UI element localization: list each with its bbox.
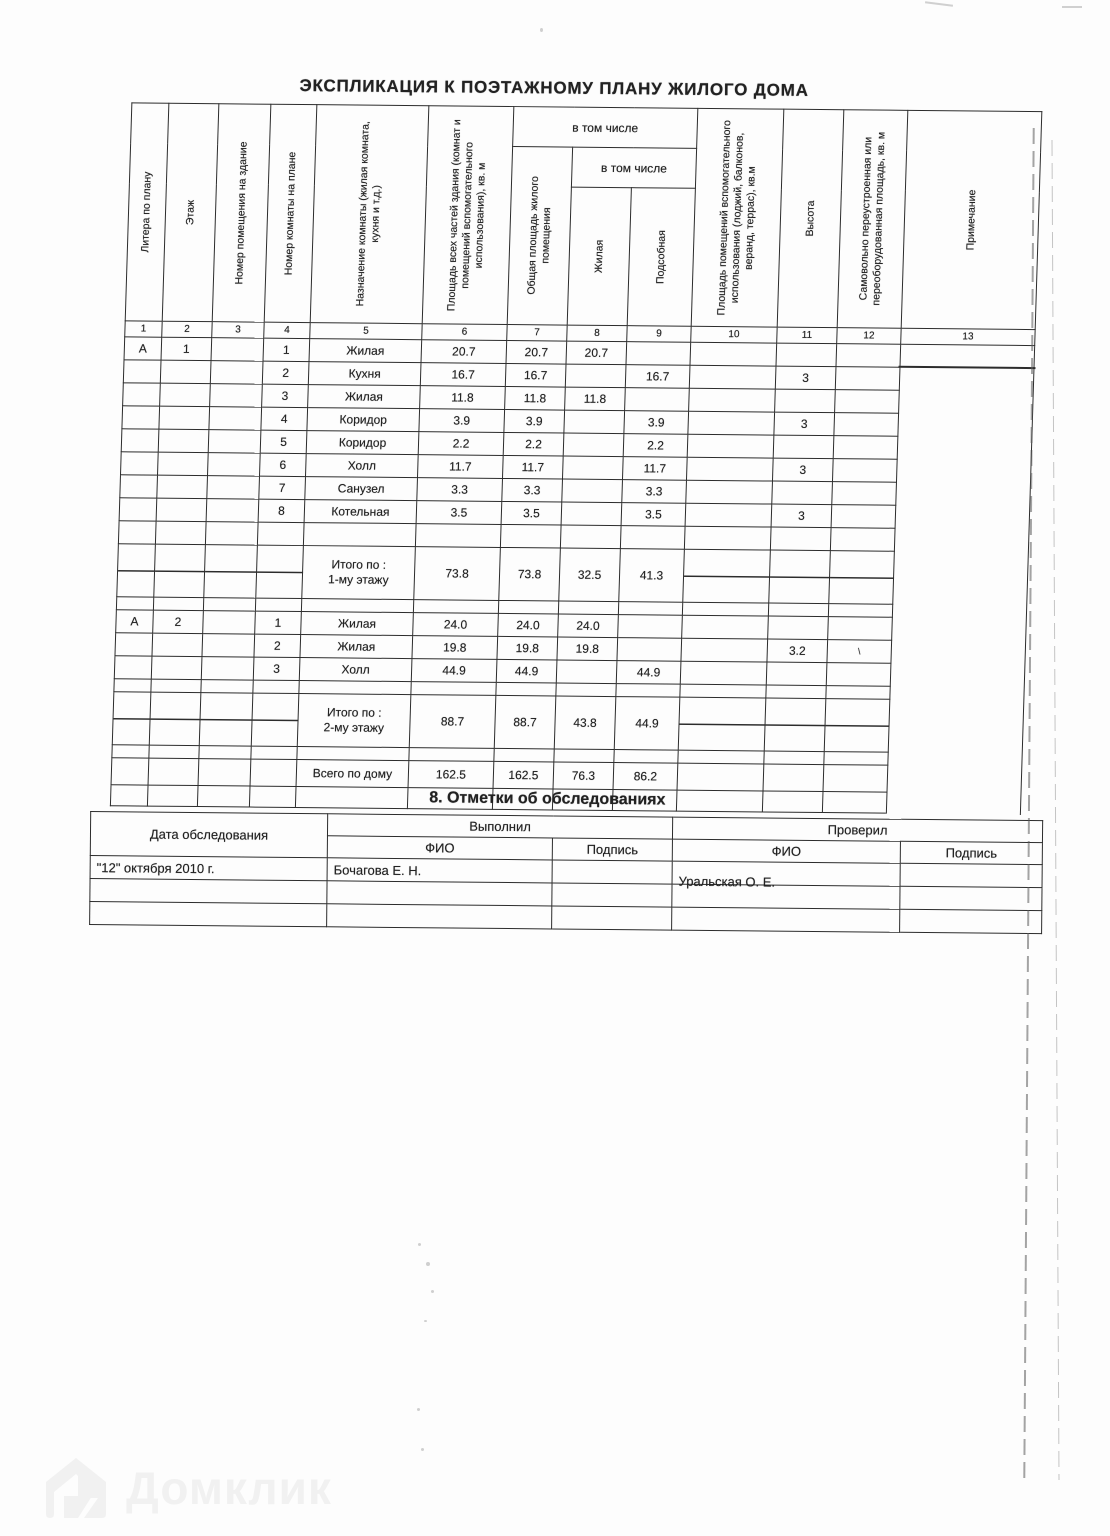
cell xyxy=(775,389,836,413)
scan-speck xyxy=(417,1408,420,1411)
cell xyxy=(211,338,264,361)
cell xyxy=(117,544,156,597)
inspection-table-body xyxy=(90,856,1043,934)
cell xyxy=(766,685,826,699)
cell: Кухня xyxy=(308,362,421,386)
header-height: Высота xyxy=(777,109,844,328)
cell xyxy=(257,522,304,545)
cell xyxy=(832,459,897,483)
cell: 7 xyxy=(259,476,306,499)
cell: 6 xyxy=(259,453,306,476)
cell: Коридор xyxy=(306,431,419,455)
cell: 162.5 xyxy=(493,761,554,789)
column-number: 4 xyxy=(264,322,310,338)
cell: 2 xyxy=(254,634,301,657)
cell xyxy=(496,682,556,696)
cell xyxy=(121,429,159,452)
header-utility: Подсобная xyxy=(627,188,695,327)
header-aux-area: Площадь помещений вспомогательного использования (лоджий, балконов, веранд, террас), кв.м xyxy=(691,108,784,327)
cell: 16.7 xyxy=(625,365,690,389)
cell: 2.2 xyxy=(418,432,504,456)
cell: Холл xyxy=(299,658,412,682)
cell xyxy=(764,698,826,752)
cell: 32.5 xyxy=(559,548,621,602)
cell xyxy=(210,384,263,407)
cell xyxy=(686,457,773,481)
scan-speck xyxy=(426,1262,430,1266)
cell xyxy=(683,549,771,603)
column-number: 3 xyxy=(212,322,264,338)
cell xyxy=(552,906,672,930)
cell: 3.3 xyxy=(417,478,503,502)
cell xyxy=(773,435,834,459)
cell xyxy=(115,633,153,656)
cell: 3.9 xyxy=(504,409,565,433)
cell xyxy=(766,662,827,686)
watermark-text: Домклик xyxy=(126,1462,332,1514)
cell xyxy=(297,747,409,761)
scan-speck xyxy=(424,1320,427,1322)
cell: 3.2 xyxy=(767,639,828,663)
cell: 44.9 xyxy=(411,659,497,683)
cell xyxy=(824,699,890,753)
cell xyxy=(500,524,561,548)
cell: 19.8 xyxy=(497,636,558,660)
cell xyxy=(776,343,837,367)
cell xyxy=(119,498,157,521)
cell xyxy=(494,748,554,762)
header-living: Жилая xyxy=(567,187,631,326)
cell xyxy=(153,597,203,610)
header-performed-by: Выполнил xyxy=(327,814,672,839)
cell xyxy=(672,861,900,890)
column-number: 5 xyxy=(310,323,422,340)
cell: 20.7 xyxy=(421,340,507,364)
cell: Жилая xyxy=(301,612,414,636)
cell xyxy=(618,615,683,639)
cell xyxy=(122,406,160,429)
header-including-2: в том числе xyxy=(571,147,696,188)
cell: 19.8 xyxy=(557,637,618,661)
column-number: 6 xyxy=(422,324,507,341)
cell xyxy=(826,663,891,687)
cell xyxy=(199,746,251,759)
column-number: 1 xyxy=(125,321,162,337)
cell: 11.7 xyxy=(622,457,687,481)
cell xyxy=(413,600,498,614)
column-number: 8 xyxy=(567,325,627,342)
cell xyxy=(556,660,617,684)
cell xyxy=(617,638,682,662)
cell: 3.5 xyxy=(621,503,686,527)
cell xyxy=(327,904,552,929)
cell xyxy=(686,480,773,504)
inspection-table xyxy=(89,811,1043,934)
cell: 3 xyxy=(253,657,300,680)
cell xyxy=(672,907,900,932)
cell: 3 xyxy=(775,366,836,390)
cell xyxy=(198,759,251,786)
cell xyxy=(900,909,1042,933)
cell xyxy=(118,521,156,544)
column-number: 2 xyxy=(162,321,212,337)
header-signature-performed: Подпись xyxy=(552,838,672,861)
column-number: 11 xyxy=(777,327,837,344)
cell: А xyxy=(124,337,162,360)
cell xyxy=(255,598,301,611)
cell: 43.8 xyxy=(554,696,616,750)
cell: 3 xyxy=(774,412,835,436)
cell: 88.7 xyxy=(409,695,496,749)
cell: 3 xyxy=(771,504,832,528)
cell xyxy=(564,410,625,434)
cell xyxy=(201,680,253,693)
remark-cell xyxy=(886,344,1034,814)
header-remark: Примечание xyxy=(901,110,1042,329)
cell xyxy=(823,765,888,793)
cell: 73.8 xyxy=(414,547,501,601)
column-number: 12 xyxy=(837,328,901,345)
remark-divider-line xyxy=(898,366,1035,369)
cell xyxy=(199,693,253,746)
cell: 24.0 xyxy=(413,613,499,637)
cell: 2 xyxy=(262,361,309,384)
cell: 41.3 xyxy=(619,549,685,603)
cell xyxy=(831,505,896,529)
cell-text: Уральская О. Е. xyxy=(678,873,776,890)
cell xyxy=(112,692,151,745)
cell xyxy=(160,383,211,406)
section8-title: 8. Отметки об обследованиях xyxy=(429,789,666,809)
cell: Жилая xyxy=(308,385,421,409)
cell xyxy=(201,657,254,680)
cell xyxy=(687,434,774,458)
cell xyxy=(151,679,201,692)
cell xyxy=(90,902,327,927)
cell xyxy=(772,481,833,505)
main-table-body xyxy=(110,321,1035,815)
cell: Холл xyxy=(305,454,418,478)
cell xyxy=(625,388,690,412)
header-fio-checked: ФИО xyxy=(672,839,900,863)
cell: 24.0 xyxy=(498,613,559,637)
cell xyxy=(155,521,206,544)
cell xyxy=(828,617,893,641)
cell: 11.8 xyxy=(505,386,566,410)
cell: Санузел xyxy=(305,477,418,501)
column-number: 9 xyxy=(627,326,691,343)
cell xyxy=(149,692,201,745)
cell: 16.7 xyxy=(505,363,566,387)
cell xyxy=(614,750,678,764)
cell: 24.0 xyxy=(558,614,619,638)
cell: 11.7 xyxy=(417,455,503,479)
cell: 3 xyxy=(772,458,833,482)
cell xyxy=(560,525,621,549)
cell xyxy=(562,456,623,480)
cell xyxy=(689,388,776,412)
cell xyxy=(301,599,413,613)
cell xyxy=(552,883,672,907)
cell xyxy=(149,745,199,758)
cell: 4 xyxy=(261,407,308,430)
cell: 76.3 xyxy=(553,762,614,790)
cell: 73.8 xyxy=(499,547,561,601)
cell xyxy=(253,680,299,693)
cell xyxy=(764,751,824,765)
cell xyxy=(90,856,327,881)
cell xyxy=(677,763,764,791)
cell xyxy=(616,684,680,698)
cell: 44.9 xyxy=(496,659,557,683)
cell: Котельная xyxy=(304,500,417,524)
cell xyxy=(152,633,203,656)
cell xyxy=(251,746,297,759)
cell: Всего по дому xyxy=(296,760,409,788)
cell xyxy=(411,682,496,696)
cell xyxy=(148,758,199,785)
cell: 16.7 xyxy=(420,363,506,387)
cell: 19.8 xyxy=(412,636,498,660)
cell xyxy=(768,603,828,617)
cell-text: "12" октября 2010 г. xyxy=(96,859,215,876)
cell: 1 xyxy=(161,337,212,360)
scan-speck xyxy=(421,1448,424,1451)
header-fio-performed: ФИО xyxy=(327,836,552,860)
cell xyxy=(123,360,161,383)
header-including-1: в том числе xyxy=(513,107,698,149)
cell xyxy=(299,681,411,695)
cell xyxy=(203,598,255,611)
cell xyxy=(565,364,626,388)
cell xyxy=(206,499,259,522)
header-room-purpose: Назначение комнаты (жилая комната, кухня и т.д.) xyxy=(310,105,429,324)
cell: 2.2 xyxy=(503,432,564,456)
cell xyxy=(210,361,263,384)
cell: 20.7 xyxy=(566,341,627,365)
cell: Жилая xyxy=(300,635,413,659)
cell: 44.9 xyxy=(614,697,680,751)
cell xyxy=(157,475,208,498)
header-inspection-date: Дата обследования xyxy=(90,812,327,858)
cell xyxy=(768,616,829,640)
scan-speck xyxy=(1062,6,1082,8)
cell xyxy=(678,750,764,764)
cell: Коридор xyxy=(307,408,420,432)
cell xyxy=(826,686,890,700)
cell xyxy=(833,436,898,460)
cell xyxy=(208,453,261,476)
cell xyxy=(121,452,159,475)
cell: 8 xyxy=(258,499,305,522)
cell xyxy=(682,615,769,639)
cell: 88.7 xyxy=(494,695,556,749)
cell xyxy=(680,661,767,685)
cell xyxy=(563,433,624,457)
cell: 3.3 xyxy=(622,480,687,504)
cell xyxy=(112,745,149,758)
cell xyxy=(561,502,622,526)
cell: 11.7 xyxy=(502,455,563,479)
cell xyxy=(684,526,771,550)
cell xyxy=(554,749,614,763)
cell xyxy=(111,758,149,785)
cell xyxy=(678,697,766,751)
cell: Итого по : 1-му этажу xyxy=(302,546,416,600)
cell: Жилая xyxy=(309,339,422,363)
cell: 44.9 xyxy=(616,661,681,685)
cell xyxy=(159,406,210,429)
cell xyxy=(116,597,153,610)
cell xyxy=(558,601,618,615)
cell: 5 xyxy=(260,430,307,453)
cell: 11.8 xyxy=(565,387,626,411)
cell: 3.5 xyxy=(416,501,502,525)
cell xyxy=(114,656,152,679)
cell xyxy=(763,764,824,792)
cell xyxy=(120,475,158,498)
header-unauthorized: Самовольно переустроенная или переоборудованная площадь, кв. м xyxy=(837,110,908,329)
header-litera: Литера по плану xyxy=(125,103,169,321)
cell xyxy=(682,602,768,616)
cell xyxy=(498,600,558,614)
table-row xyxy=(117,544,1029,606)
cell xyxy=(770,527,831,551)
cell: 1 xyxy=(263,338,310,361)
header-signature-checked: Подпись xyxy=(900,841,1042,864)
cell xyxy=(769,550,831,604)
scan-speck xyxy=(540,28,543,32)
cell xyxy=(205,522,258,545)
column-number: 7 xyxy=(507,325,567,342)
column-number: 10 xyxy=(691,326,777,343)
cell xyxy=(681,638,768,662)
cell xyxy=(626,342,691,366)
cell xyxy=(685,503,772,527)
cell xyxy=(562,479,623,503)
cell xyxy=(114,679,151,692)
cell xyxy=(556,683,616,697)
cell: 2.2 xyxy=(623,434,688,458)
page-title: ЭКСПЛИКАЦИЯ К ПОЭТАЖНОМУ ПЛАНУ ЖИЛОГО ДОМА xyxy=(299,76,809,100)
cell: 3.5 xyxy=(501,501,562,525)
cell xyxy=(829,551,895,605)
cell xyxy=(415,524,501,548)
scan-speck xyxy=(431,1290,434,1293)
cell: 3.3 xyxy=(502,478,563,502)
cell xyxy=(830,528,895,552)
cell: 1 xyxy=(255,611,302,634)
cell: 3 xyxy=(262,384,309,407)
cell xyxy=(90,879,327,904)
cell: 11.8 xyxy=(420,386,506,410)
cell: 20.7 xyxy=(506,340,567,364)
cell xyxy=(900,886,1042,910)
cell xyxy=(327,858,552,883)
cell xyxy=(151,656,202,679)
header-checked-by: Проверил xyxy=(672,817,1042,843)
cell xyxy=(680,684,766,698)
cell xyxy=(154,544,206,597)
cell xyxy=(158,452,209,475)
cell: \ xyxy=(827,640,892,664)
cell xyxy=(203,611,256,634)
cell xyxy=(202,634,255,657)
cell xyxy=(156,498,207,521)
cell: 86.2 xyxy=(613,763,678,791)
cell xyxy=(256,545,304,598)
cell xyxy=(900,863,1042,887)
header-room-number-plan: Номер комнаты на плане xyxy=(264,104,317,322)
explication-table xyxy=(110,102,1042,815)
cell xyxy=(618,602,682,616)
cell xyxy=(835,390,900,414)
cell xyxy=(835,367,900,391)
cell xyxy=(207,476,260,499)
cell xyxy=(204,545,258,598)
cell xyxy=(123,383,161,406)
cell xyxy=(303,523,416,547)
cell xyxy=(824,752,888,766)
cell xyxy=(250,759,297,786)
cell xyxy=(552,860,672,884)
cell: 3.9 xyxy=(624,411,689,435)
table-row xyxy=(112,692,1024,754)
cell xyxy=(160,360,211,383)
cell xyxy=(836,344,901,368)
cell: Итого по : 2-му этажу xyxy=(297,694,411,748)
cell xyxy=(688,411,775,435)
cell xyxy=(158,429,209,452)
header-room-number-building: Номер помещения на здание xyxy=(212,104,271,322)
cell xyxy=(690,342,777,366)
cell xyxy=(834,413,899,437)
cell xyxy=(208,430,261,453)
header-total-area: Площадь всех частей здания (комнат и помещений вспомогательного использования), кв. м xyxy=(422,106,514,325)
header-common-living-area: Общая площадь жилого помещения xyxy=(507,147,572,326)
cell: А xyxy=(116,610,154,633)
cell xyxy=(832,482,897,506)
cell xyxy=(620,526,685,550)
cell xyxy=(209,407,262,430)
cell xyxy=(409,748,494,762)
cell xyxy=(828,604,892,618)
cell: 162.5 xyxy=(408,761,494,789)
cell xyxy=(689,365,776,389)
cell-text: Бочагова Е. Н. xyxy=(333,861,422,878)
scan-speck xyxy=(418,1243,421,1246)
cell xyxy=(327,881,552,906)
header-etazh: Этаж xyxy=(162,103,219,321)
cell: 3.9 xyxy=(419,409,505,433)
column-number: 13 xyxy=(901,328,1035,345)
cell xyxy=(251,693,299,746)
cell: 2 xyxy=(153,610,204,633)
